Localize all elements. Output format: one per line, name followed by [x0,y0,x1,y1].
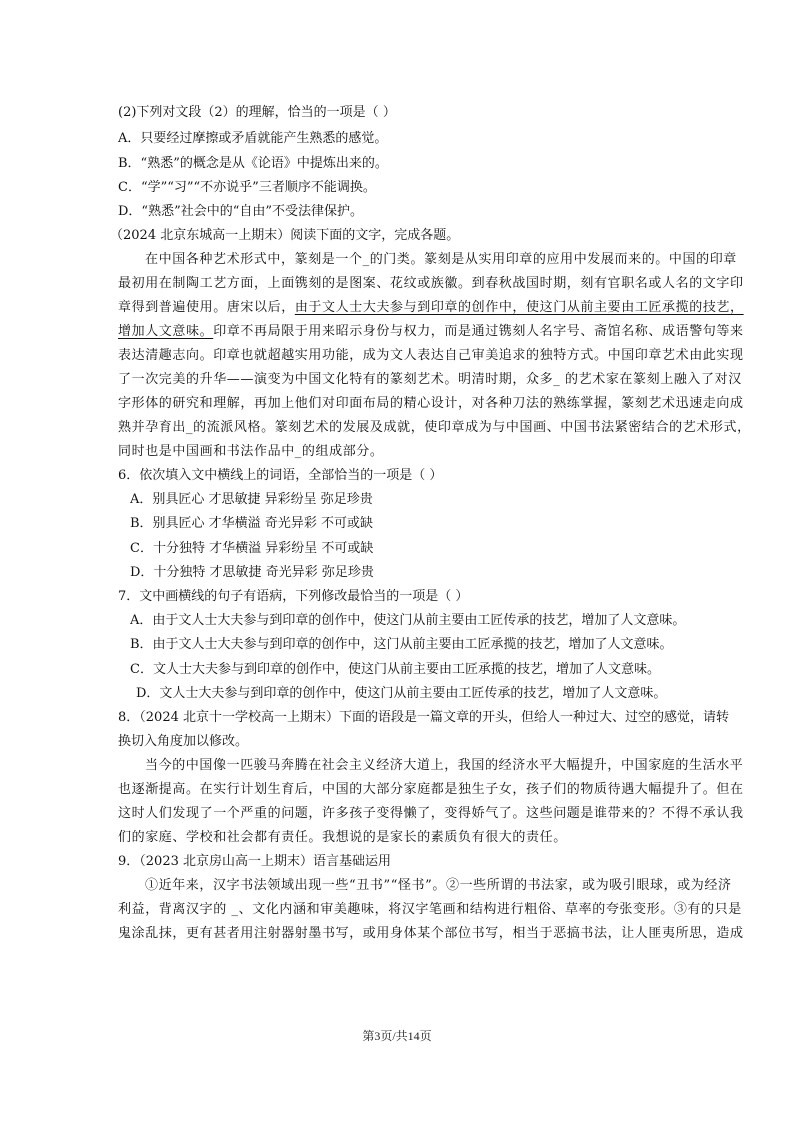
page-number: 第3页/共14页 [362,1029,432,1043]
question-8-stem: 8．（2024 北京十一学校高一上期末）下面的语段是一篇文章的开头，但给人一种过大、过空的感觉，请转 [118,710,729,725]
question-9-stem: 9．（2023 北京房山高一上期末）语言基础运用 [118,854,391,869]
option-c: C．十分独特 才华横溢 异彩纷呈 不可或缺 [130,541,374,556]
passage-line [118,323,744,341]
passage-line: 同时也是中国画和书法作品中_的组成部分。 [118,444,384,459]
passage-line: 这时人们发现了一个严重的问题，许多孩子变得懒了，变得娇气了。这些问题是谁带来的？不得不承认我 [118,806,744,821]
passage-text: 章得到普遍使用。唐宋以后， [118,300,295,315]
passage-line: ①近年来，汉字书法领域出现一些“丑书”“怪书”。②一些所谓的书法家，或为吸引眼球，或为经济 [145,878,732,893]
passage-line: 最初用在制陶工艺方面，上面镌刻的是图案、花纹或族徽。到春秋战国时期，刻有官职名或人名的文字印 [118,276,744,291]
option-a: A．别具匠心 才思敏捷 异彩纷呈 弥足珍贵 [130,492,373,507]
question-5-2-stem: (2)下列对文段（2）的理解，恰当的一项是（ ） [118,105,396,120]
passage-line: 在中国各种艺术形式中，篆刻是一个_的门类。篆刻是从实用印章的应用中发展而来的。中国的印章 [145,252,737,267]
passage-line: 当今的中国像一匹骏马奔腾在社会主义经济大道上，我国的经济水平大幅提升，中国家庭的生活水平 [145,758,744,773]
passage-line: 表达清趣志向。印章也就超越实用功能，成为文人表达自己审美追求的独特方式。中国印章艺术由此实现 [118,348,744,363]
underlined-sentence: 由于文人士大夫参与到印章的创作中，使这门从前主要由工匠承揽的技艺， [294,300,744,315]
option-a: A．只要经过摩擦或矛盾就能产生熟悉的感觉。 [118,131,388,146]
passage-source-heading: （2024 北京东城高一上期末）阅读下面的文字，完成各题。 [110,228,460,243]
option-b: B．别具匠心 才华横溢 奇光异彩 不可或缺 [130,516,373,531]
passage-line: 熟并孕育出_的流派风格。篆刻艺术的发展及成就，使印章成为与中国画、中国书法紧密结合的艺术形式， [118,420,751,435]
underlined-sentence: 增加人文意味。 [118,324,214,339]
passage-line: 们的家庭、学校和社会都有责任。我想说的是家长的素质负有很大的责任。 [118,830,567,845]
passage-line: 了一次完美的升华——演变为中国文化特有的篆刻艺术。明清时期，众多_ 的艺术家在篆刻上融入了对汉 [118,372,742,387]
passage-line: 字形体的研究和理解，再加上他们对印面布局的精心设计，对各种刀法的熟练掌握，篆刻艺术迅速走向成 [118,396,744,411]
option-b: B．由于文人士大夫参与到印章的创作中，这门从前主要由工匠承揽的技艺，增加了人文意味。 [130,637,673,652]
option-d: D．“熟悉”社会中的“自由”不受法律保护。 [118,204,364,219]
question-6-stem: 6．依次填入文中横线上的词语，全部恰当的一项是（ ） [118,468,443,483]
question-7-stem: 7．文中画横线的句子有语病，下列修改最恰当的一项是（ ） [118,589,469,604]
option-b: B．“熟悉”的概念是从《论语》中提炼出来的。 [118,156,388,171]
option-a: A．由于文人士大夫参与到印章的创作中，使这门从前主要由工匠传承的技艺，增加了人文意味。 [130,613,686,628]
passage-text: 印章不再局限于用来昭示身份与权力，而是通过镌刻人名字号、斋馆名称、成语警句等来 [213,324,744,339]
passage-line [118,299,744,317]
passage-line: 利益，背离汉字的 _、文化内涵和审美趣味，将汉字笔画和结构进行粗俗、草率的夸张变形。③有的只是 [118,902,742,917]
passage-line: 也逐渐提高。在实行计划生育后，中国的大部分家庭都是独生子女，孩子们的物质待遇大幅提升了。但在 [118,782,744,797]
question-8-stem-cont: 换切入角度加以修改。 [118,734,249,749]
passage-line: 鬼涂乱抹，更有甚者用注射器射墨书写，或用身体某个部位书写，相当于恶搞书法，让人匪夷所思，造成 [118,926,744,941]
option-d: D．文人士大夫参与到印章的创作中，使这门从前主要由工匠传承的技艺，增加了人文意味。 [136,686,667,701]
option-c: C．“学”“习”“不亦说乎”三者顺序不能调换。 [118,180,376,195]
option-c: C．文人士大夫参与到印章的创作中，使这门从前主要由工匠承揽的技艺，增加了人文意味。 [130,662,660,677]
option-d: D．十分独特 才思敏捷 奇光异彩 弥足珍贵 [130,565,374,580]
